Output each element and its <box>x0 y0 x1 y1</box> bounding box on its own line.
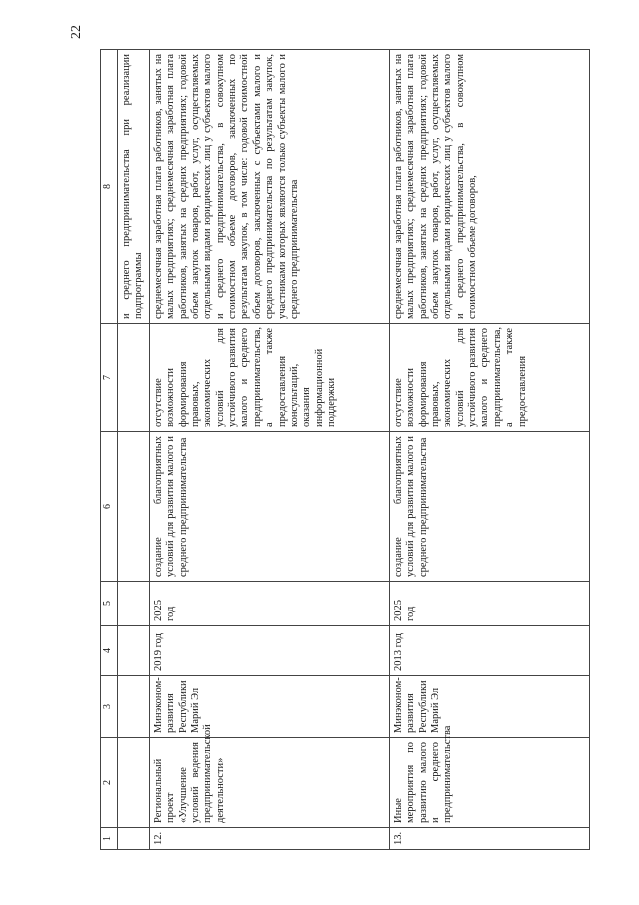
table-row <box>389 50 589 850</box>
measure-name: Иные мероприятия по развитию малого и среднего предпринимательства <box>389 738 589 828</box>
executor: Минэконом-развития Республики Марий Эл <box>149 676 389 738</box>
end-year: 2025 год <box>389 582 589 626</box>
indicators: среднемесячная заработная плата работников, занятых на малых предприятиях; среднемесячная заработная плата работников, занятых на средних предприятиях; годовой объем закупок товаров, работ, услуг, осуществляемых отдельными видами юридических лиц у субъектов малого и среднего предпринимательства, в совокупном стоимостном объеме договоров, заключенных по результатам закупок, в том числе: годовой стоимостной объем договоров, заключенных с субъектами малого и среднего предпринимательства по результатам закупок, участниками которых являются только субъекты малого и среднего предпринимательства <box>149 50 389 324</box>
start-year: 2019 год <box>149 626 389 676</box>
start-year: 2013 год <box>389 626 589 676</box>
header-row <box>101 50 118 850</box>
header-cell: 4 <box>101 626 118 676</box>
table-row <box>149 50 389 850</box>
empty-cell <box>118 324 150 432</box>
page-number: 22 <box>69 25 84 39</box>
expected-result: создание благоприятных условий для развития малого и среднего предпринимательства <box>389 432 589 582</box>
executor: Минэконом-развития Республики Марий Эл <box>389 676 589 738</box>
header-cell: 5 <box>101 582 118 626</box>
empty-cell <box>118 432 150 582</box>
header-cell: 7 <box>101 324 118 432</box>
consequence: отсутствие возможности формирования правовых, экономических условий для устойчивого развития малого и среднего предпринимательства, а также предоставления консультаций, оказания информационной поддержки <box>149 324 389 432</box>
empty-cell <box>118 828 150 850</box>
row-number: 12. <box>149 828 389 850</box>
continuation-text: и среднего предпринимательства при реализации подпрограммы <box>118 50 150 324</box>
empty-cell <box>118 626 150 676</box>
rotated-table-sheet <box>100 50 610 850</box>
indicators: среднемесячная заработная плата работников, занятых на малых предприятиях; среднемесячная заработная плата работников, занятых на средних предприятиях; годовой объем закупок товаров, работ, услуг, осуществляемых отдельными видами юридических лиц у субъектов малого и среднего предпринимательства, в совокупном стоимостном объеме договоров, <box>389 50 589 324</box>
continuation-row <box>118 50 150 850</box>
header-cell: 1 <box>101 828 118 850</box>
header-cell: 8 <box>101 50 118 324</box>
empty-cell <box>118 676 150 738</box>
program-table <box>100 49 590 850</box>
expected-result: создание благоприятных условий для развития малого и среднего предпринимательства <box>149 432 389 582</box>
header-cell: 6 <box>101 432 118 582</box>
row-number: 13. <box>389 828 589 850</box>
measure-name: Региональный проект «Улучшение условий ведения предпринимательской деятельности» <box>149 738 389 828</box>
end-year: 2025 год <box>149 582 389 626</box>
empty-cell <box>118 582 150 626</box>
empty-cell <box>118 738 150 828</box>
header-cell: 2 <box>101 738 118 828</box>
header-cell: 3 <box>101 676 118 738</box>
consequence: отсутствие возможности формирования правовых, экономических условий для устойчивого развития малого и среднего предпринимательства, а также предоставления <box>389 324 589 432</box>
